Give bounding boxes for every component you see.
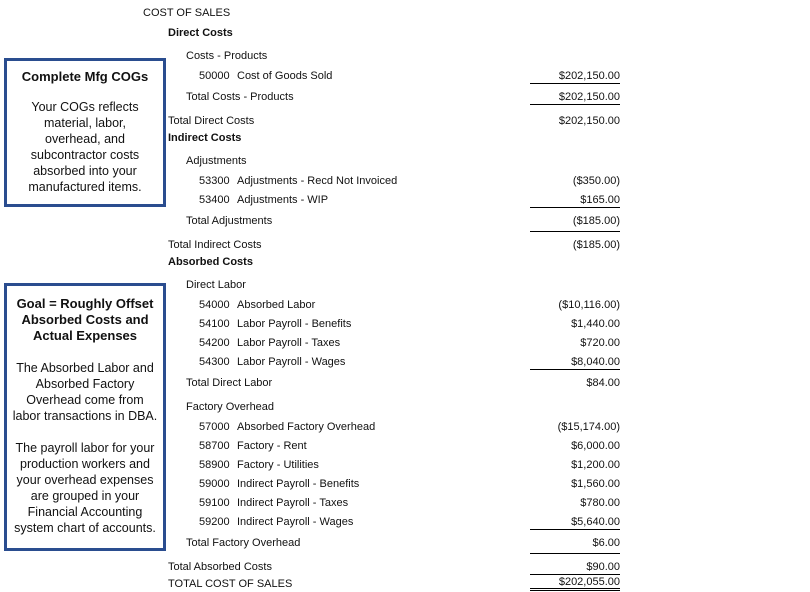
costs-products-heading: Costs - Products [186,50,268,62]
acct-number: 59200 [199,516,230,528]
acct-name: Absorbed Labor [237,299,316,311]
callout-line: absorbed into your [33,164,137,178]
acct-name: Labor Payroll - Taxes [237,337,341,349]
acct-name: Indirect Payroll - Benefits [237,478,360,490]
acct-amount: $165.00 [530,194,620,208]
callout-line: production workers and [20,457,150,471]
total-indirect-costs-label: Total Indirect Costs [168,239,262,251]
total-direct-costs-amount: $202,150.00 [558,115,620,127]
total-costs-products-label: Total Costs - Products [186,91,294,103]
acct-number: 53400 [199,194,230,206]
acct-amount: $780.00 [580,497,620,509]
acct-number: 54200 [199,337,230,349]
acct-number: 59000 [199,478,230,490]
acct-number: 53300 [199,175,230,187]
acct-amount: ($350.00) [572,175,620,187]
acct-name: Absorbed Factory Overhead [237,421,376,433]
grand-total-amount: $202,055.00 [530,577,620,591]
acct-amount: $1,200.00 [571,459,620,471]
acct-amount: $6,000.00 [571,440,620,452]
callout-line: manufactured items. [28,180,142,194]
absorbed-costs-heading: Absorbed Costs [168,256,253,268]
total-direct-labor-amount: $84.00 [586,377,620,389]
callout-line: overhead, and [45,132,125,146]
acct-number: 58900 [199,459,230,471]
direct-labor-heading: Direct Labor [186,279,246,291]
callout-line: subcontractor costs [30,148,140,162]
callout-title: Goal = Roughly Offset [16,296,154,311]
grand-total-label: TOTAL COST OF SALES [168,578,293,590]
total-indirect-costs-amount: ($185.00) [572,239,620,251]
acct-amount: ($10,116.00) [558,299,620,311]
callout-line: are grouped in your [30,489,140,503]
callout-title: Actual Expenses [32,328,138,343]
acct-number: 57000 [199,421,230,433]
callout-line: Absorbed Factory [35,377,135,391]
callout-line: Financial Accounting [27,505,143,519]
callout-title: Complete Mfg COGs [21,69,149,84]
acct-amount: $1,440.00 [571,318,620,330]
callout-goal [4,283,166,551]
indirect-costs-heading: Indirect Costs [168,132,242,144]
callout-mfg-cogs [4,58,166,207]
adjustments-heading: Adjustments [186,155,247,167]
total-factory-overhead-label: Total Factory Overhead [186,537,301,549]
acct-amount: $1,560.00 [571,478,620,490]
total-direct-costs-label: Total Direct Costs [168,115,255,127]
callout-line: The payroll labor for your [15,441,155,455]
acct-name: Factory - Rent [237,440,307,452]
total-factory-overhead-amount: $6.00 [530,537,620,554]
acct-name: Adjustments - Recd Not Invoiced [237,175,398,187]
acct-number: 59100 [199,497,230,509]
direct-costs-heading: Direct Costs [168,27,233,39]
acct-name: Adjustments - WIP [237,194,329,206]
acct-amount: $720.00 [580,337,620,349]
callout-line: labor transactions in DBA. [12,409,158,423]
total-direct-labor-label: Total Direct Labor [186,377,273,389]
callout-line: system chart of accounts. [14,521,156,535]
acct-number: 54000 [199,299,230,311]
callout-line: your overhead expenses [16,473,154,487]
acct-amount: $8,040.00 [530,356,620,370]
acct-name: Indirect Payroll - Taxes [237,497,349,509]
acct-amount: ($15,174.00) [557,421,620,433]
acct-number: 54300 [199,356,230,368]
acct-amount: $5,640.00 [530,516,620,530]
acct-number: 54100 [199,318,230,330]
callout-title: Absorbed Costs and [21,312,149,327]
total-adjustments-amount: ($185.00) [530,215,620,232]
total-absorbed-costs-label: Total Absorbed Costs [168,561,272,573]
acct-name: Cost of Goods Sold [237,70,333,82]
factory-overhead-heading: Factory Overhead [186,401,275,413]
callout-line: Your COGs reflects [31,100,139,114]
acct-name: Labor Payroll - Benefits [237,318,352,330]
acct-name: Labor Payroll - Wages [237,356,346,368]
report-title: COST OF SALES [143,7,231,19]
callout-line: The Absorbed Labor and [16,361,154,375]
acct-name: Factory - Utilities [237,459,319,471]
total-adjustments-label: Total Adjustments [186,215,273,227]
total-costs-products-amount: $202,150.00 [530,91,620,105]
acct-name: Indirect Payroll - Wages [237,516,354,528]
acct-number: 50000 [199,70,230,82]
callout-line: material, labor, [44,116,126,130]
callout-line: Overhead come from [26,393,144,407]
total-absorbed-costs-amount: $90.00 [530,561,620,575]
acct-amount: $202,150.00 [530,70,620,84]
acct-number: 58700 [199,440,230,452]
